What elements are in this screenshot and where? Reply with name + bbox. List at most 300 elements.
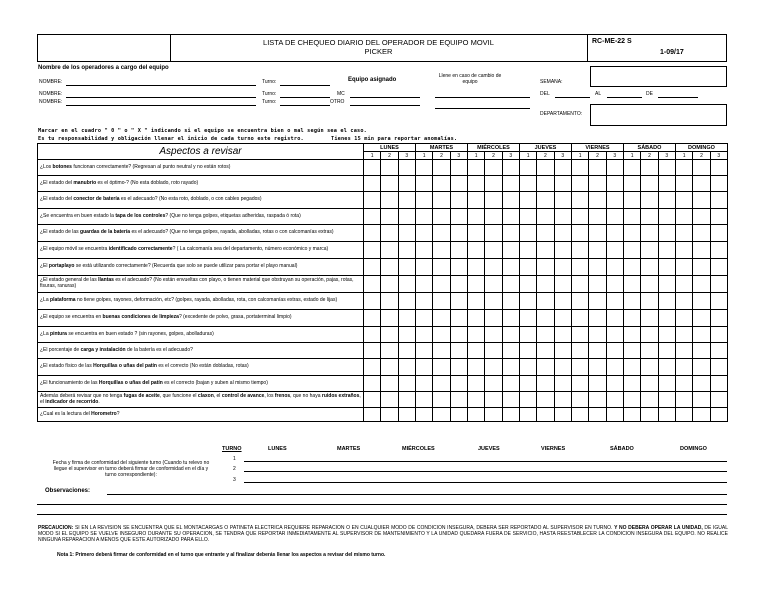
check-cell[interactable]: [641, 376, 658, 392]
check-cell[interactable]: [398, 259, 415, 276]
check-cell[interactable]: [364, 276, 381, 293]
check-cell[interactable]: [519, 242, 536, 259]
check-cell[interactable]: [606, 209, 623, 225]
check-cell[interactable]: [641, 392, 658, 408]
check-cell[interactable]: [589, 392, 606, 408]
conformity-signature-line[interactable]: [244, 471, 727, 472]
check-cell[interactable]: [364, 209, 381, 225]
check-cell[interactable]: [623, 408, 640, 422]
check-cell[interactable]: [606, 408, 623, 422]
check-cell[interactable]: [502, 160, 519, 176]
check-cell[interactable]: [623, 176, 640, 192]
check-cell[interactable]: [571, 293, 588, 310]
check-cell[interactable]: [589, 408, 606, 422]
check-cell[interactable]: [433, 408, 450, 422]
check-cell[interactable]: [450, 343, 467, 359]
check-cell[interactable]: [606, 327, 623, 343]
check-cell[interactable]: [381, 408, 398, 422]
check-cell[interactable]: [571, 376, 588, 392]
check-cell[interactable]: [381, 343, 398, 359]
shift-field-2[interactable]: [280, 97, 330, 98]
check-cell[interactable]: [415, 376, 432, 392]
check-cell[interactable]: [589, 276, 606, 293]
check-cell[interactable]: [415, 408, 432, 422]
check-cell[interactable]: [519, 343, 536, 359]
check-cell[interactable]: [519, 176, 536, 192]
check-cell[interactable]: [415, 242, 432, 259]
check-cell[interactable]: [485, 343, 502, 359]
check-cell[interactable]: [537, 376, 554, 392]
check-cell[interactable]: [485, 359, 502, 376]
check-cell[interactable]: [450, 310, 467, 327]
check-cell[interactable]: [571, 160, 588, 176]
check-cell[interactable]: [606, 310, 623, 327]
check-cell[interactable]: [658, 176, 675, 192]
shift-field-3[interactable]: [280, 105, 330, 106]
check-cell[interactable]: [450, 242, 467, 259]
check-cell[interactable]: [381, 242, 398, 259]
check-cell[interactable]: [467, 327, 484, 343]
check-cell[interactable]: [658, 192, 675, 209]
check-cell[interactable]: [502, 327, 519, 343]
check-cell[interactable]: [554, 242, 571, 259]
check-cell[interactable]: [502, 209, 519, 225]
check-cell[interactable]: [537, 310, 554, 327]
check-cell[interactable]: [364, 376, 381, 392]
check-cell[interactable]: [693, 392, 710, 408]
check-cell[interactable]: [693, 242, 710, 259]
check-cell[interactable]: [641, 209, 658, 225]
check-cell[interactable]: [364, 327, 381, 343]
shift-field-1[interactable]: [280, 85, 330, 86]
check-cell[interactable]: [675, 327, 692, 343]
check-cell[interactable]: [641, 327, 658, 343]
check-cell[interactable]: [502, 176, 519, 192]
check-cell[interactable]: [641, 225, 658, 242]
check-cell[interactable]: [675, 376, 692, 392]
check-cell[interactable]: [623, 225, 640, 242]
check-cell[interactable]: [675, 392, 692, 408]
check-cell[interactable]: [415, 343, 432, 359]
check-cell[interactable]: [364, 192, 381, 209]
check-cell[interactable]: [693, 343, 710, 359]
check-cell[interactable]: [658, 392, 675, 408]
check-cell[interactable]: [623, 209, 640, 225]
check-cell[interactable]: [658, 276, 675, 293]
check-cell[interactable]: [606, 293, 623, 310]
check-cell[interactable]: [658, 310, 675, 327]
check-cell[interactable]: [433, 176, 450, 192]
check-cell[interactable]: [519, 310, 536, 327]
check-cell[interactable]: [398, 293, 415, 310]
check-cell[interactable]: [606, 359, 623, 376]
check-cell[interactable]: [502, 408, 519, 422]
check-cell[interactable]: [537, 176, 554, 192]
check-cell[interactable]: [450, 359, 467, 376]
check-cell[interactable]: [571, 327, 588, 343]
check-cell[interactable]: [693, 192, 710, 209]
check-cell[interactable]: [415, 276, 432, 293]
check-cell[interactable]: [485, 327, 502, 343]
check-cell[interactable]: [623, 276, 640, 293]
check-cell[interactable]: [675, 242, 692, 259]
check-cell[interactable]: [485, 242, 502, 259]
check-cell[interactable]: [537, 327, 554, 343]
check-cell[interactable]: [571, 176, 588, 192]
check-cell[interactable]: [710, 408, 727, 422]
check-cell[interactable]: [537, 343, 554, 359]
check-cell[interactable]: [623, 259, 640, 276]
check-cell[interactable]: [571, 192, 588, 209]
check-cell[interactable]: [467, 376, 484, 392]
check-cell[interactable]: [381, 259, 398, 276]
check-cell[interactable]: [537, 259, 554, 276]
check-cell[interactable]: [693, 225, 710, 242]
check-cell[interactable]: [398, 310, 415, 327]
check-cell[interactable]: [710, 343, 727, 359]
check-cell[interactable]: [589, 192, 606, 209]
check-cell[interactable]: [433, 259, 450, 276]
check-cell[interactable]: [537, 276, 554, 293]
week-box[interactable]: [590, 66, 727, 87]
check-cell[interactable]: [364, 359, 381, 376]
check-cell[interactable]: [606, 192, 623, 209]
check-cell[interactable]: [675, 259, 692, 276]
check-cell[interactable]: [433, 192, 450, 209]
check-cell[interactable]: [537, 225, 554, 242]
check-cell[interactable]: [623, 242, 640, 259]
check-cell[interactable]: [433, 343, 450, 359]
check-cell[interactable]: [710, 209, 727, 225]
check-cell[interactable]: [415, 176, 432, 192]
check-cell[interactable]: [467, 310, 484, 327]
check-cell[interactable]: [381, 209, 398, 225]
check-cell[interactable]: [623, 359, 640, 376]
check-cell[interactable]: [710, 293, 727, 310]
check-cell[interactable]: [589, 242, 606, 259]
check-cell[interactable]: [675, 276, 692, 293]
check-cell[interactable]: [554, 225, 571, 242]
check-cell[interactable]: [675, 359, 692, 376]
check-cell[interactable]: [519, 225, 536, 242]
check-cell[interactable]: [398, 327, 415, 343]
check-cell[interactable]: [641, 310, 658, 327]
check-cell[interactable]: [658, 209, 675, 225]
check-cell[interactable]: [398, 160, 415, 176]
check-cell[interactable]: [398, 376, 415, 392]
check-cell[interactable]: [433, 310, 450, 327]
check-cell[interactable]: [554, 209, 571, 225]
check-cell[interactable]: [433, 359, 450, 376]
check-cell[interactable]: [641, 192, 658, 209]
name-field-1[interactable]: [66, 85, 256, 86]
check-cell[interactable]: [606, 259, 623, 276]
check-cell[interactable]: [623, 160, 640, 176]
check-cell[interactable]: [554, 376, 571, 392]
check-cell[interactable]: [398, 225, 415, 242]
check-cell[interactable]: [450, 209, 467, 225]
check-cell[interactable]: [554, 327, 571, 343]
check-cell[interactable]: [502, 293, 519, 310]
check-cell[interactable]: [641, 343, 658, 359]
check-cell[interactable]: [658, 259, 675, 276]
check-cell[interactable]: [415, 359, 432, 376]
change-equipment-field-2[interactable]: [435, 108, 530, 109]
conformity-signature-line[interactable]: [244, 461, 727, 462]
check-cell[interactable]: [710, 310, 727, 327]
check-cell[interactable]: [398, 192, 415, 209]
check-cell[interactable]: [641, 359, 658, 376]
check-cell[interactable]: [502, 359, 519, 376]
check-cell[interactable]: [433, 276, 450, 293]
check-cell[interactable]: [450, 392, 467, 408]
check-cell[interactable]: [364, 343, 381, 359]
check-cell[interactable]: [450, 259, 467, 276]
check-cell[interactable]: [571, 225, 588, 242]
check-cell[interactable]: [381, 225, 398, 242]
check-cell[interactable]: [554, 310, 571, 327]
check-cell[interactable]: [467, 392, 484, 408]
check-cell[interactable]: [675, 225, 692, 242]
check-cell[interactable]: [675, 293, 692, 310]
check-cell[interactable]: [467, 408, 484, 422]
check-cell[interactable]: [658, 160, 675, 176]
check-cell[interactable]: [485, 392, 502, 408]
check-cell[interactable]: [710, 192, 727, 209]
check-cell[interactable]: [398, 408, 415, 422]
check-cell[interactable]: [485, 192, 502, 209]
check-cell[interactable]: [641, 259, 658, 276]
check-cell[interactable]: [467, 160, 484, 176]
check-cell[interactable]: [537, 242, 554, 259]
check-cell[interactable]: [364, 392, 381, 408]
check-cell[interactable]: [710, 359, 727, 376]
check-cell[interactable]: [554, 359, 571, 376]
check-cell[interactable]: [641, 160, 658, 176]
check-cell[interactable]: [693, 376, 710, 392]
check-cell[interactable]: [606, 242, 623, 259]
check-cell[interactable]: [485, 160, 502, 176]
check-cell[interactable]: [415, 392, 432, 408]
check-cell[interactable]: [658, 293, 675, 310]
check-cell[interactable]: [433, 376, 450, 392]
equipment-mc-field[interactable]: [350, 97, 420, 98]
check-cell[interactable]: [502, 225, 519, 242]
check-cell[interactable]: [364, 225, 381, 242]
equipment-otro-field[interactable]: [350, 105, 420, 106]
check-cell[interactable]: [450, 276, 467, 293]
check-cell[interactable]: [589, 359, 606, 376]
check-cell[interactable]: [450, 176, 467, 192]
check-cell[interactable]: [398, 209, 415, 225]
check-cell[interactable]: [433, 293, 450, 310]
check-cell[interactable]: [554, 343, 571, 359]
check-cell[interactable]: [658, 343, 675, 359]
check-cell[interactable]: [606, 176, 623, 192]
check-cell[interactable]: [519, 276, 536, 293]
check-cell[interactable]: [433, 209, 450, 225]
check-cell[interactable]: [381, 376, 398, 392]
check-cell[interactable]: [519, 209, 536, 225]
check-cell[interactable]: [502, 343, 519, 359]
to-field[interactable]: [607, 97, 642, 98]
check-cell[interactable]: [606, 376, 623, 392]
check-cell[interactable]: [485, 259, 502, 276]
check-cell[interactable]: [710, 242, 727, 259]
name-field-2[interactable]: [66, 97, 256, 98]
check-cell[interactable]: [485, 209, 502, 225]
check-cell[interactable]: [502, 276, 519, 293]
check-cell[interactable]: [519, 359, 536, 376]
check-cell[interactable]: [364, 408, 381, 422]
check-cell[interactable]: [467, 209, 484, 225]
department-box[interactable]: [590, 104, 727, 126]
check-cell[interactable]: [606, 276, 623, 293]
check-cell[interactable]: [658, 376, 675, 392]
check-cell[interactable]: [710, 160, 727, 176]
check-cell[interactable]: [571, 392, 588, 408]
check-cell[interactable]: [485, 293, 502, 310]
check-cell[interactable]: [710, 225, 727, 242]
check-cell[interactable]: [623, 376, 640, 392]
check-cell[interactable]: [485, 276, 502, 293]
check-cell[interactable]: [398, 359, 415, 376]
check-cell[interactable]: [554, 192, 571, 209]
check-cell[interactable]: [537, 192, 554, 209]
check-cell[interactable]: [502, 376, 519, 392]
name-field-3[interactable]: [66, 105, 256, 106]
check-cell[interactable]: [485, 225, 502, 242]
check-cell[interactable]: [398, 176, 415, 192]
check-cell[interactable]: [381, 359, 398, 376]
check-cell[interactable]: [467, 242, 484, 259]
check-cell[interactable]: [589, 310, 606, 327]
check-cell[interactable]: [571, 209, 588, 225]
conformity-signature-line[interactable]: [244, 482, 727, 483]
check-cell[interactable]: [675, 192, 692, 209]
check-cell[interactable]: [450, 327, 467, 343]
check-cell[interactable]: [381, 392, 398, 408]
change-equipment-field[interactable]: [435, 97, 530, 98]
check-cell[interactable]: [415, 327, 432, 343]
check-cell[interactable]: [467, 192, 484, 209]
check-cell[interactable]: [415, 225, 432, 242]
check-cell[interactable]: [710, 276, 727, 293]
check-cell[interactable]: [485, 310, 502, 327]
check-cell[interactable]: [641, 293, 658, 310]
check-cell[interactable]: [502, 242, 519, 259]
check-cell[interactable]: [606, 160, 623, 176]
check-cell[interactable]: [658, 242, 675, 259]
check-cell[interactable]: [467, 343, 484, 359]
check-cell[interactable]: [675, 408, 692, 422]
check-cell[interactable]: [675, 176, 692, 192]
check-cell[interactable]: [381, 327, 398, 343]
check-cell[interactable]: [658, 359, 675, 376]
check-cell[interactable]: [519, 392, 536, 408]
check-cell[interactable]: [589, 293, 606, 310]
check-cell[interactable]: [519, 376, 536, 392]
check-cell[interactable]: [554, 176, 571, 192]
check-cell[interactable]: [710, 392, 727, 408]
check-cell[interactable]: [398, 242, 415, 259]
check-cell[interactable]: [467, 259, 484, 276]
check-cell[interactable]: [693, 276, 710, 293]
check-cell[interactable]: [502, 259, 519, 276]
check-cell[interactable]: [415, 160, 432, 176]
check-cell[interactable]: [693, 408, 710, 422]
check-cell[interactable]: [519, 160, 536, 176]
check-cell[interactable]: [554, 293, 571, 310]
check-cell[interactable]: [693, 310, 710, 327]
check-cell[interactable]: [485, 376, 502, 392]
check-cell[interactable]: [364, 310, 381, 327]
check-cell[interactable]: [675, 209, 692, 225]
check-cell[interactable]: [589, 343, 606, 359]
check-cell[interactable]: [381, 176, 398, 192]
check-cell[interactable]: [415, 192, 432, 209]
check-cell[interactable]: [589, 160, 606, 176]
check-cell[interactable]: [623, 343, 640, 359]
check-cell[interactable]: [398, 392, 415, 408]
check-cell[interactable]: [467, 276, 484, 293]
check-cell[interactable]: [537, 160, 554, 176]
check-cell[interactable]: [571, 343, 588, 359]
check-cell[interactable]: [519, 259, 536, 276]
check-cell[interactable]: [381, 192, 398, 209]
check-cell[interactable]: [502, 192, 519, 209]
check-cell[interactable]: [589, 209, 606, 225]
check-cell[interactable]: [519, 408, 536, 422]
check-cell[interactable]: [381, 276, 398, 293]
check-cell[interactable]: [364, 259, 381, 276]
check-cell[interactable]: [519, 327, 536, 343]
check-cell[interactable]: [485, 176, 502, 192]
check-cell[interactable]: [537, 408, 554, 422]
check-cell[interactable]: [571, 242, 588, 259]
check-cell[interactable]: [658, 327, 675, 343]
check-cell[interactable]: [693, 209, 710, 225]
check-cell[interactable]: [554, 392, 571, 408]
check-cell[interactable]: [415, 293, 432, 310]
check-cell[interactable]: [450, 293, 467, 310]
check-cell[interactable]: [537, 392, 554, 408]
check-cell[interactable]: [467, 359, 484, 376]
check-cell[interactable]: [502, 310, 519, 327]
check-cell[interactable]: [537, 359, 554, 376]
check-cell[interactable]: [364, 160, 381, 176]
check-cell[interactable]: [589, 376, 606, 392]
check-cell[interactable]: [554, 408, 571, 422]
check-cell[interactable]: [571, 259, 588, 276]
check-cell[interactable]: [364, 176, 381, 192]
check-cell[interactable]: [571, 310, 588, 327]
check-cell[interactable]: [658, 225, 675, 242]
check-cell[interactable]: [450, 160, 467, 176]
check-cell[interactable]: [658, 408, 675, 422]
check-cell[interactable]: [381, 160, 398, 176]
check-cell[interactable]: [675, 160, 692, 176]
check-cell[interactable]: [450, 192, 467, 209]
check-cell[interactable]: [693, 293, 710, 310]
check-cell[interactable]: [623, 293, 640, 310]
check-cell[interactable]: [693, 359, 710, 376]
check-cell[interactable]: [450, 408, 467, 422]
check-cell[interactable]: [606, 225, 623, 242]
check-cell[interactable]: [519, 192, 536, 209]
check-cell[interactable]: [693, 160, 710, 176]
check-cell[interactable]: [710, 259, 727, 276]
